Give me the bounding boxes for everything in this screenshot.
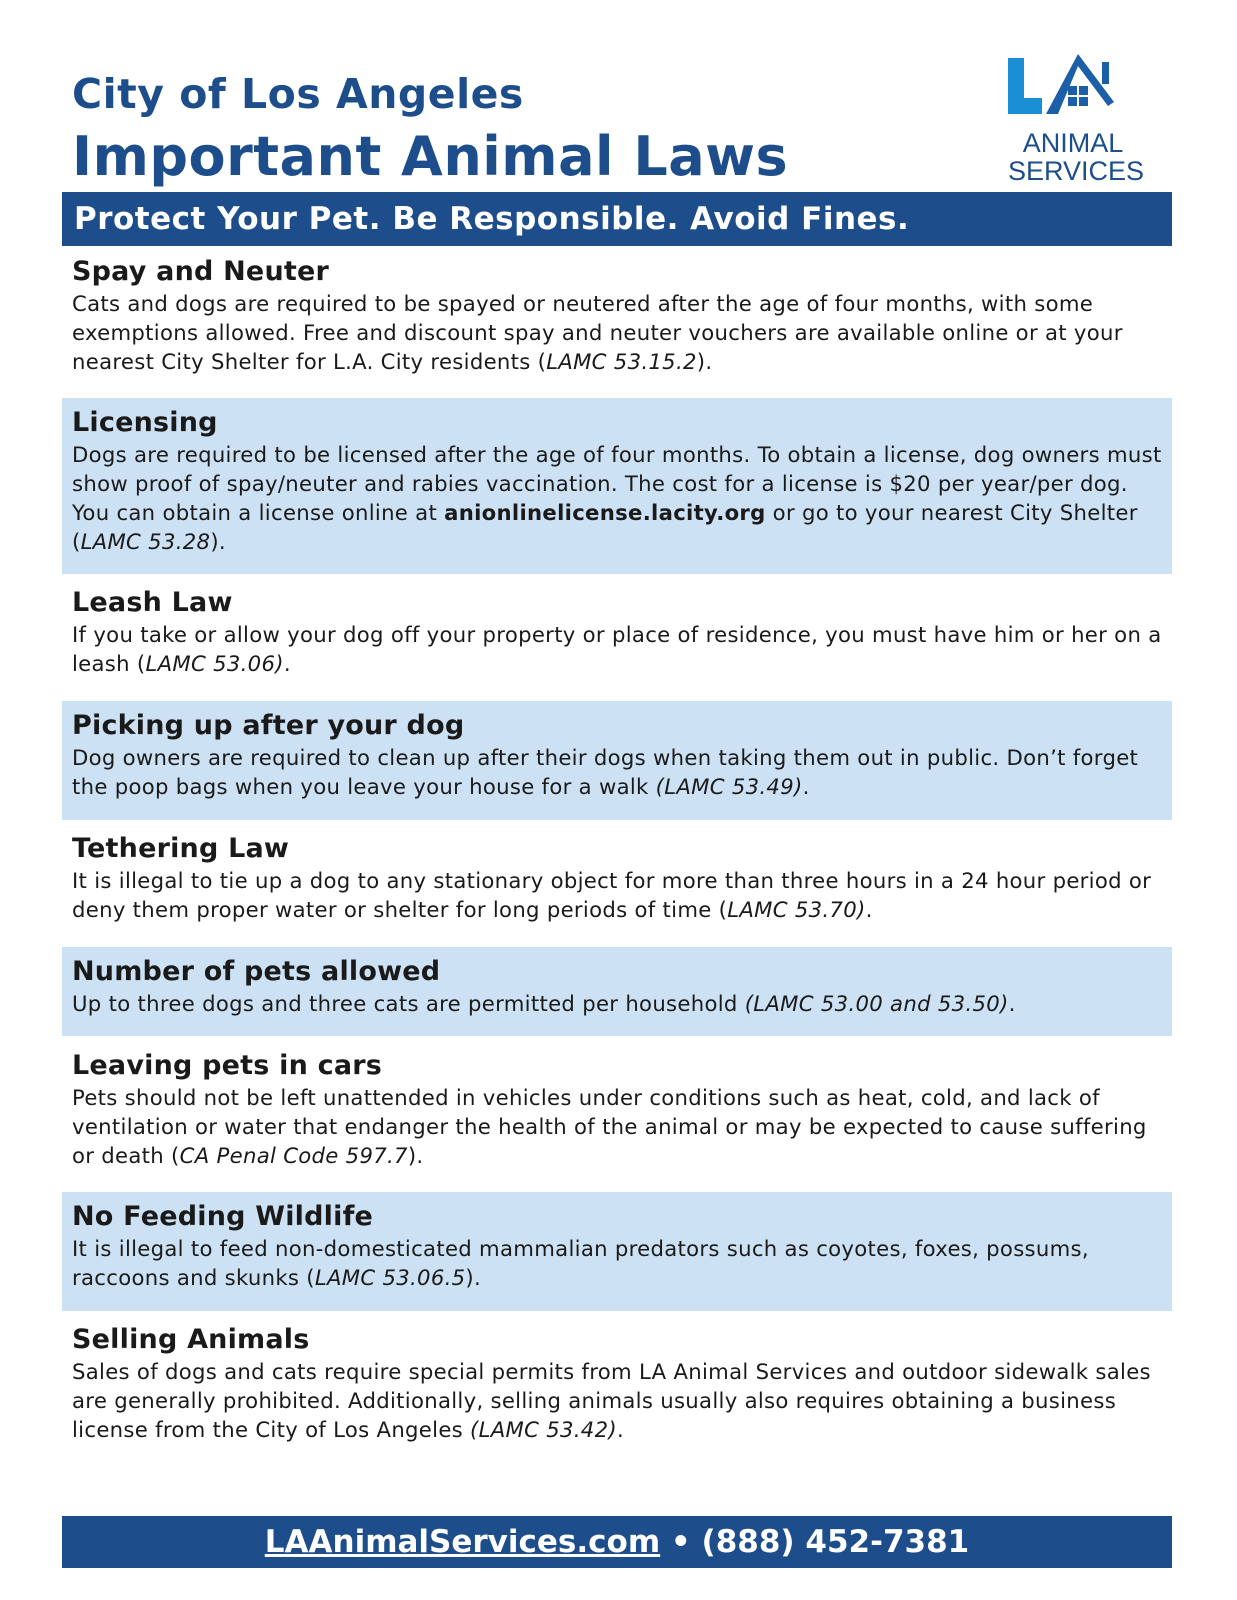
- citation: (LAMC 53.42): [470, 1417, 617, 1442]
- section-heading: Leaving pets in cars: [72, 1050, 383, 1081]
- section-text: It is illegal to feed non-domesticated mammalian predators such as coyotes, foxes, possums, raccoons and skunks (LAMC 53.06.5).: [72, 1236, 1089, 1290]
- section-text: Cats and dogs are required to be spayed or neutered after the age of four months, with some exemptions allowed. Free and discount spay and neuter vouchers are available online or at your nearest City Shelter for L.A. City residents (LAMC 53.15.2).: [72, 291, 1123, 374]
- citation: (LAMC 53.00 and 53.50): [744, 991, 1009, 1016]
- page-title-main: Important Animal Laws: [72, 125, 789, 188]
- section-text: If you take or allow your dog off your property or place of residence, you must have him or her on a leash (LAMC 53.06).: [72, 622, 1162, 676]
- section-tethering-law: [62, 832, 1172, 924]
- citation: LAMC 53.15.2: [546, 349, 697, 374]
- citation: LAMC 53.06): [145, 651, 284, 676]
- section-text: Sales of dogs and cats require special permits from LA Animal Services and outdoor sidewalk sales are generally prohibited. Additionally, selling animals usually also requires obtaining a business license from the City of Los Angeles (LAMC 53.42).: [72, 1359, 1151, 1442]
- section-heading: Spay and Neuter: [72, 256, 329, 287]
- section-pets-in-cars: [62, 1049, 1172, 1170]
- section-heading: Tethering Law: [72, 833, 290, 864]
- logo-text-animal: ANIMAL: [1022, 128, 1124, 158]
- section-text: Dog owners are required to clean up after their dogs when taking them out in public. Don’t forget the poop bags when you leave your house for a walk (LAMC 53.49).: [72, 745, 1139, 799]
- section-picking-up: [62, 701, 1172, 820]
- citation: CA Penal Code 597.7: [179, 1143, 408, 1168]
- phone-number[interactable]: (888) 452-7381: [701, 1524, 970, 1560]
- section-heading: Number of pets allowed: [72, 956, 441, 987]
- citation: LAMC 53.06.5: [314, 1265, 466, 1290]
- section-no-feeding-wildlife: [62, 1192, 1172, 1311]
- section-licensing: [62, 398, 1172, 574]
- section-heading: Picking up after your dog: [72, 710, 465, 741]
- section-text: Up to three dogs and three cats are permitted per household (LAMC 53.00 and 53.50).: [72, 991, 1016, 1016]
- section-number-of-pets: [62, 947, 1172, 1036]
- section-heading: Leash Law: [72, 587, 233, 618]
- page-title-city: City of Los Angeles: [72, 70, 524, 118]
- tagline-banner: Protect Your Pet. Be Responsible. Avoid Fines.: [62, 192, 1172, 246]
- logo-text-services: SERVICES: [1008, 156, 1145, 186]
- citation: LAMC 53.28: [80, 529, 211, 554]
- section-text: Pets should not be left unattended in vehicles under conditions such as heat, cold, and lack of ventilation or water that endanger the health of the animal or may be expected to cause suffering or death (CA Penal Code 597.7).: [72, 1085, 1147, 1168]
- section-heading: Selling Animals: [72, 1324, 310, 1355]
- la-animal-services-logo: [1008, 52, 1145, 187]
- section-heading: Licensing: [72, 407, 218, 438]
- license-link[interactable]: anionlinelicense.lacity.org: [444, 500, 766, 525]
- section-text: It is illegal to tie up a dog to any stationary object for more than three hours in a 24 hour period or deny them proper water or shelter for long periods of time (LAMC 53.70).: [72, 868, 1152, 922]
- section-text: Dogs are required to be licensed after the age of four months. To obtain a license, dog owners must show proof of spay/neuter and rabies vaccination. The cost for a license is $20 per year/per dog. You can obtain a license online at anionlinelicense.lacity.org or go to your nearest City Shelter (LAMC 53.28).: [72, 442, 1162, 554]
- website-link[interactable]: LAAnimalServices.com: [264, 1524, 661, 1560]
- house-logo-icon: [1008, 52, 1138, 130]
- section-heading: No Feeding Wildlife: [72, 1201, 374, 1232]
- bullet-separator: •: [660, 1524, 702, 1560]
- citation: LAMC 53.70): [727, 897, 866, 922]
- section-spay-neuter: [62, 255, 1172, 376]
- section-selling-animals: [62, 1323, 1172, 1444]
- citation: (LAMC 53.49): [655, 774, 803, 799]
- section-leash-law: [62, 586, 1172, 678]
- footer-contact-bar: [62, 1516, 1172, 1568]
